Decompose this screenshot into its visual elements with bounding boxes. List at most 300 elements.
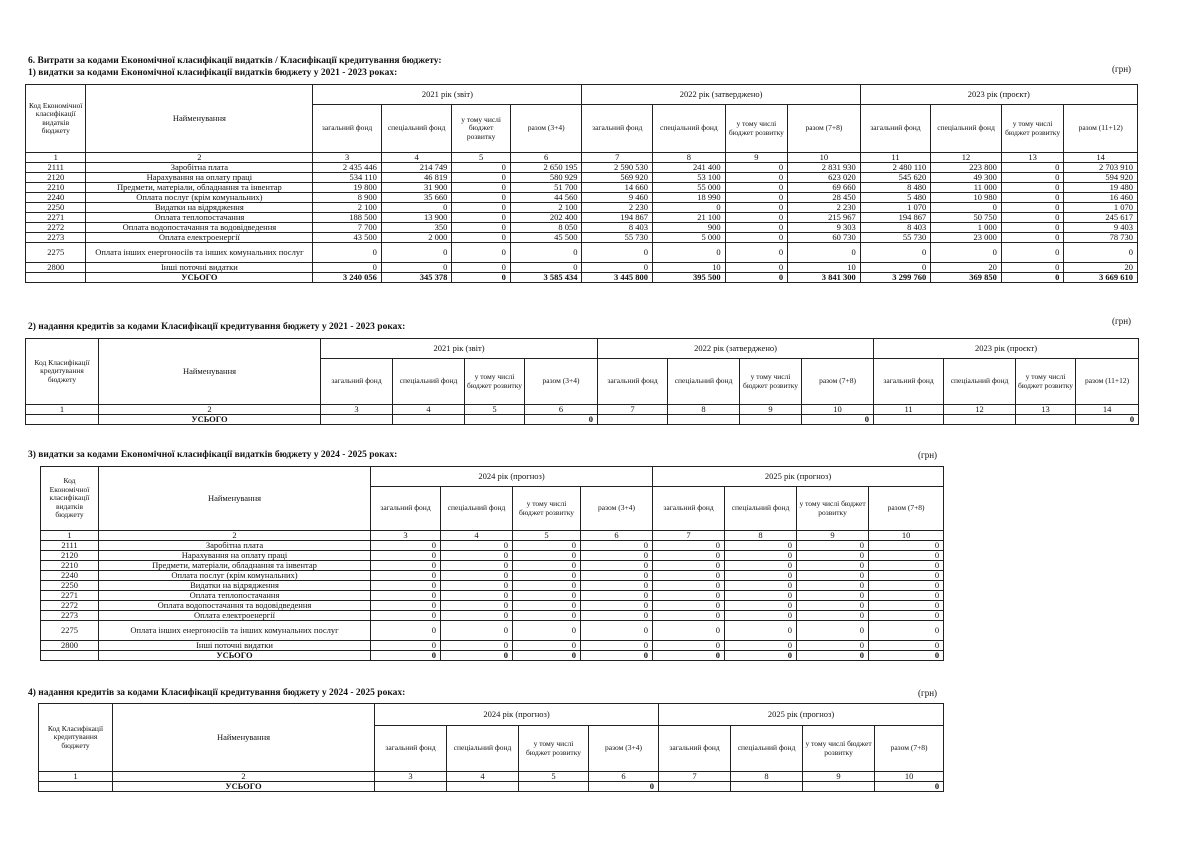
column-header: разом (3+4) bbox=[510, 105, 582, 153]
column-header: загальний фонд bbox=[375, 726, 447, 772]
row-value: 0 bbox=[581, 541, 653, 551]
row-value: 0 bbox=[725, 641, 797, 651]
row-name: Предмети, матеріали, обладнання та інвентар bbox=[99, 561, 371, 571]
table4-code-header: Код Класифікації кредитування бюджету bbox=[39, 704, 113, 772]
total-value bbox=[447, 782, 519, 792]
column-header: спеціальний фонд bbox=[393, 359, 465, 405]
row-value: 2 230 bbox=[582, 203, 653, 213]
column-index: 10 bbox=[788, 153, 861, 163]
row-value: 0 bbox=[653, 571, 725, 581]
column-index: 3 bbox=[371, 531, 441, 541]
row-value: 0 bbox=[725, 163, 788, 173]
row-value: 9 460 bbox=[582, 193, 653, 203]
row-code: 2273 bbox=[26, 233, 86, 243]
total-label: УСЬОГО bbox=[99, 651, 371, 661]
table-row bbox=[41, 611, 944, 621]
row-name: Інші поточні видатки bbox=[86, 263, 313, 273]
row-value: 0 bbox=[371, 621, 441, 641]
row-value: 0 bbox=[931, 203, 1002, 213]
column-index: 8 bbox=[653, 153, 726, 163]
table2-year2-header: 2022 рік (затверджено) bbox=[598, 339, 874, 359]
column-index: 4 bbox=[393, 405, 465, 415]
row-value: 0 bbox=[869, 641, 944, 651]
row-value: 5 000 bbox=[653, 233, 726, 243]
table-row bbox=[26, 243, 1138, 263]
row-value: 223 800 bbox=[931, 163, 1002, 173]
column-header: разом (3+4) bbox=[525, 359, 598, 405]
row-value: 0 bbox=[1001, 203, 1064, 213]
table-row bbox=[26, 183, 1138, 193]
row-value: 0 bbox=[441, 551, 513, 561]
row-value: 0 bbox=[869, 571, 944, 581]
row-code: 2240 bbox=[41, 571, 99, 581]
column-index: 3 bbox=[313, 153, 382, 163]
row-value: 0 bbox=[869, 601, 944, 611]
total-value bbox=[39, 782, 113, 792]
total-value bbox=[465, 415, 525, 425]
row-code: 2272 bbox=[41, 601, 99, 611]
row-value: 0 bbox=[1001, 233, 1064, 243]
row-value: 0 bbox=[452, 183, 510, 193]
row-value: 16 460 bbox=[1064, 193, 1138, 203]
row-value: 46 819 bbox=[381, 173, 452, 183]
row-name: Оплата теплопостачання bbox=[86, 213, 313, 223]
row-code: 2111 bbox=[41, 541, 99, 551]
table3-name-header: Найменування bbox=[99, 467, 371, 531]
column-header: разом (11+12) bbox=[1076, 359, 1139, 405]
row-value: 20 bbox=[931, 263, 1002, 273]
column-header: спеціальний фонд bbox=[447, 726, 519, 772]
table4-name-header: Найменування bbox=[113, 704, 375, 772]
row-code: 2272 bbox=[26, 223, 86, 233]
row-value: 188 500 bbox=[313, 213, 382, 223]
table1 bbox=[25, 84, 1138, 283]
column-header: у тому числі бюджет розвитку bbox=[1001, 105, 1064, 153]
table3-year2-header: 2025 рік (прогноз) bbox=[653, 467, 944, 487]
row-value: 10 bbox=[653, 263, 726, 273]
row-code: 2120 bbox=[26, 173, 86, 183]
row-value: 2 100 bbox=[313, 203, 382, 213]
total-value bbox=[944, 415, 1016, 425]
row-value: 0 bbox=[313, 243, 382, 263]
total-value bbox=[659, 782, 731, 792]
row-value: 215 967 bbox=[788, 213, 861, 223]
row-value: 0 bbox=[1001, 183, 1064, 193]
column-index: 6 bbox=[581, 531, 653, 541]
row-name: Оплата електроенергії bbox=[99, 611, 371, 621]
row-value: 0 bbox=[581, 621, 653, 641]
row-value: 0 bbox=[725, 611, 797, 621]
column-index-row bbox=[39, 772, 944, 782]
total-row bbox=[41, 651, 944, 661]
row-code: 2273 bbox=[41, 611, 99, 621]
row-value: 20 bbox=[1064, 263, 1138, 273]
row-code: 2271 bbox=[26, 213, 86, 223]
row-value: 0 bbox=[452, 263, 510, 273]
row-name: Нарахування на оплату праці bbox=[86, 173, 313, 183]
total-value bbox=[598, 415, 668, 425]
total-value: 0 bbox=[1001, 273, 1064, 283]
row-value: 2 480 110 bbox=[860, 163, 931, 173]
column-header: загальний фонд bbox=[860, 105, 931, 153]
row-value: 0 bbox=[725, 581, 797, 591]
row-value: 0 bbox=[513, 601, 581, 611]
row-value: 1 070 bbox=[860, 203, 931, 213]
column-index: 13 bbox=[1016, 405, 1076, 415]
column-header: разом (7+8) bbox=[788, 105, 861, 153]
row-value: 8 480 bbox=[860, 183, 931, 193]
total-value: 0 bbox=[441, 651, 513, 661]
table-row bbox=[26, 233, 1138, 243]
row-value: 0 bbox=[581, 601, 653, 611]
row-value: 214 749 bbox=[381, 163, 452, 173]
row-value: 0 bbox=[513, 591, 581, 601]
row-value: 0 bbox=[513, 611, 581, 621]
row-value: 0 bbox=[725, 571, 797, 581]
row-value: 0 bbox=[510, 243, 582, 263]
row-value: 0 bbox=[581, 551, 653, 561]
row-value: 8 050 bbox=[510, 223, 582, 233]
row-value: 8 403 bbox=[582, 223, 653, 233]
row-value: 5 480 bbox=[860, 193, 931, 203]
row-value: 194 867 bbox=[582, 213, 653, 223]
total-value: 0 bbox=[513, 651, 581, 661]
total-label: УСЬОГО bbox=[86, 273, 313, 283]
total-value bbox=[803, 782, 875, 792]
row-value: 2 000 bbox=[381, 233, 452, 243]
row-value: 10 980 bbox=[931, 193, 1002, 203]
column-header: у тому числі бюджет розвитку bbox=[740, 359, 802, 405]
total-value: 0 bbox=[725, 651, 797, 661]
table-row bbox=[26, 223, 1138, 233]
total-value: 3 585 434 bbox=[510, 273, 582, 283]
column-header: разом (3+4) bbox=[589, 726, 659, 772]
row-value: 0 bbox=[1001, 163, 1064, 173]
row-value: 0 bbox=[371, 571, 441, 581]
column-header: у тому числі бюджет розвитку bbox=[797, 487, 869, 531]
table-row bbox=[41, 571, 944, 581]
column-index: 7 bbox=[598, 405, 668, 415]
row-value: 0 bbox=[513, 541, 581, 551]
column-header: спеціальний фонд bbox=[441, 487, 513, 531]
row-value: 0 bbox=[725, 193, 788, 203]
total-value bbox=[393, 415, 465, 425]
table1-name-header: Найменування bbox=[86, 85, 313, 153]
row-value: 2 650 195 bbox=[510, 163, 582, 173]
column-index: 7 bbox=[653, 531, 725, 541]
table1-year1-header: 2021 рік (звіт) bbox=[313, 85, 582, 105]
row-value: 23 000 bbox=[931, 233, 1002, 243]
row-value: 0 bbox=[725, 223, 788, 233]
row-value: 0 bbox=[371, 601, 441, 611]
total-value bbox=[41, 651, 99, 661]
row-value: 11 000 bbox=[931, 183, 1002, 193]
row-code: 2275 bbox=[41, 621, 99, 641]
row-name: Оплата водопостачання та водовідведення bbox=[86, 223, 313, 233]
table-row bbox=[41, 551, 944, 561]
row-value: 10 bbox=[788, 263, 861, 273]
row-value: 0 bbox=[725, 601, 797, 611]
row-value: 0 bbox=[513, 551, 581, 561]
row-value: 0 bbox=[1001, 193, 1064, 203]
table1-year3-header: 2023 рік (проєкт) bbox=[860, 85, 1137, 105]
column-header: спеціальний фонд bbox=[381, 105, 452, 153]
table-row bbox=[41, 591, 944, 601]
table2 bbox=[25, 338, 1139, 425]
row-value: 0 bbox=[1001, 223, 1064, 233]
row-value: 0 bbox=[869, 541, 944, 551]
row-value: 202 400 bbox=[510, 213, 582, 223]
row-code: 2210 bbox=[26, 183, 86, 193]
total-value bbox=[731, 782, 803, 792]
column-index: 2 bbox=[99, 531, 371, 541]
row-value: 78 730 bbox=[1064, 233, 1138, 243]
row-value: 194 867 bbox=[860, 213, 931, 223]
row-value: 55 000 bbox=[653, 183, 726, 193]
row-value: 0 bbox=[869, 591, 944, 601]
table2-year1-header: 2021 рік (звіт) bbox=[321, 339, 598, 359]
row-value: 0 bbox=[725, 263, 788, 273]
total-value: 0 bbox=[589, 782, 659, 792]
row-value: 0 bbox=[581, 581, 653, 591]
total-value: 0 bbox=[581, 651, 653, 661]
column-index: 8 bbox=[668, 405, 740, 415]
row-value: 0 bbox=[797, 591, 869, 601]
row-value: 0 bbox=[931, 243, 1002, 263]
table4-year1-header: 2024 рік (прогноз) bbox=[375, 704, 659, 726]
row-value: 900 bbox=[653, 223, 726, 233]
total-value: 0 bbox=[452, 273, 510, 283]
row-value: 0 bbox=[513, 561, 581, 571]
total-value: 0 bbox=[869, 651, 944, 661]
total-value: 369 850 bbox=[931, 273, 1002, 283]
column-header: загальний фонд bbox=[598, 359, 668, 405]
row-value: 0 bbox=[869, 621, 944, 641]
total-value: 3 445 800 bbox=[582, 273, 653, 283]
total-value: 345 378 bbox=[381, 273, 452, 283]
row-value: 0 bbox=[581, 561, 653, 571]
column-header: разом (7+8) bbox=[802, 359, 874, 405]
row-value: 0 bbox=[860, 243, 931, 263]
total-row bbox=[39, 782, 944, 792]
total-value: 0 bbox=[653, 651, 725, 661]
row-value: 0 bbox=[581, 611, 653, 621]
row-value: 0 bbox=[441, 541, 513, 551]
row-value: 0 bbox=[1001, 243, 1064, 263]
row-value: 2 831 930 bbox=[788, 163, 861, 173]
table1-code-header: Код Економічної класифікації видатків бюджету bbox=[26, 85, 86, 153]
row-code: 2271 bbox=[41, 591, 99, 601]
column-index: 3 bbox=[321, 405, 393, 415]
column-index: 2 bbox=[86, 153, 313, 163]
row-value: 1 000 bbox=[931, 223, 1002, 233]
total-value bbox=[874, 415, 944, 425]
row-value: 0 bbox=[452, 193, 510, 203]
row-value: 0 bbox=[653, 541, 725, 551]
column-index: 4 bbox=[441, 531, 513, 541]
column-header: у тому числі бюджет розвитку bbox=[725, 105, 788, 153]
column-index: 10 bbox=[875, 772, 944, 782]
column-index: 8 bbox=[731, 772, 803, 782]
row-value: 43 500 bbox=[313, 233, 382, 243]
row-code: 2210 bbox=[41, 561, 99, 571]
total-value bbox=[519, 782, 589, 792]
row-value: 0 bbox=[797, 541, 869, 551]
row-value: 0 bbox=[371, 611, 441, 621]
row-value: 1 070 bbox=[1064, 203, 1138, 213]
total-value: 395 500 bbox=[653, 273, 726, 283]
column-header: спеціальний фонд bbox=[931, 105, 1002, 153]
row-value: 0 bbox=[371, 581, 441, 591]
table3 bbox=[40, 466, 944, 661]
column-index: 1 bbox=[39, 772, 113, 782]
row-name: Оплата інших енергоносіїв та інших комунальних послуг bbox=[86, 243, 313, 263]
column-header: разом (11+12) bbox=[1064, 105, 1138, 153]
row-value: 0 bbox=[441, 561, 513, 571]
row-value: 7 700 bbox=[313, 223, 382, 233]
row-value: 0 bbox=[653, 551, 725, 561]
row-value: 0 bbox=[452, 233, 510, 243]
row-code: 2250 bbox=[41, 581, 99, 591]
column-index: 1 bbox=[26, 153, 86, 163]
row-value: 0 bbox=[725, 561, 797, 571]
row-value: 0 bbox=[441, 621, 513, 641]
column-index: 12 bbox=[944, 405, 1016, 415]
row-value: 0 bbox=[371, 591, 441, 601]
row-value: 0 bbox=[441, 581, 513, 591]
row-value: 2 435 446 bbox=[313, 163, 382, 173]
row-value: 35 660 bbox=[381, 193, 452, 203]
row-value: 0 bbox=[582, 263, 653, 273]
column-index: 5 bbox=[465, 405, 525, 415]
total-value bbox=[1016, 415, 1076, 425]
column-header: спеціальний фонд bbox=[731, 726, 803, 772]
column-header: загальний фонд bbox=[582, 105, 653, 153]
row-value: 0 bbox=[513, 641, 581, 651]
table2-code-header: Код Класифікації кредитування бюджету bbox=[26, 339, 99, 405]
row-value: 2 590 530 bbox=[582, 163, 653, 173]
column-header: у тому числі бюджет розвитку bbox=[1016, 359, 1076, 405]
row-value: 0 bbox=[441, 601, 513, 611]
row-value: 2 703 910 bbox=[1064, 163, 1138, 173]
column-header: спеціальний фонд bbox=[725, 487, 797, 531]
total-value: 0 bbox=[802, 415, 874, 425]
row-value: 0 bbox=[371, 551, 441, 561]
column-header: загальний фонд bbox=[874, 359, 944, 405]
column-header: загальний фонд bbox=[321, 359, 393, 405]
total-value: 3 669 610 bbox=[1064, 273, 1138, 283]
row-value: 0 bbox=[441, 611, 513, 621]
row-value: 0 bbox=[869, 561, 944, 571]
table4 bbox=[38, 703, 944, 792]
row-value: 0 bbox=[725, 243, 788, 263]
column-index: 8 bbox=[725, 531, 797, 541]
column-header: у тому числі бюджет розвитку bbox=[465, 359, 525, 405]
row-value: 0 bbox=[869, 611, 944, 621]
table-row bbox=[26, 173, 1138, 183]
row-code: 2275 bbox=[26, 243, 86, 263]
column-index: 7 bbox=[582, 153, 653, 163]
table2-year3-header: 2023 рік (проєкт) bbox=[874, 339, 1139, 359]
total-value: 0 bbox=[525, 415, 598, 425]
total-value bbox=[740, 415, 802, 425]
row-value: 0 bbox=[725, 203, 788, 213]
row-code: 2800 bbox=[26, 263, 86, 273]
row-value: 0 bbox=[653, 601, 725, 611]
row-value: 0 bbox=[381, 203, 452, 213]
row-name: Нарахування на оплату праці bbox=[99, 551, 371, 561]
row-value: 594 920 bbox=[1064, 173, 1138, 183]
row-value: 0 bbox=[513, 581, 581, 591]
table4-year2-header: 2025 рік (прогноз) bbox=[659, 704, 944, 726]
row-value: 8 403 bbox=[860, 223, 931, 233]
row-value: 9 403 bbox=[1064, 223, 1138, 233]
table-row bbox=[41, 601, 944, 611]
row-value: 0 bbox=[725, 173, 788, 183]
row-value: 0 bbox=[371, 561, 441, 571]
row-value: 534 110 bbox=[313, 173, 382, 183]
table-row bbox=[41, 621, 944, 641]
row-value: 69 660 bbox=[788, 183, 861, 193]
table-row bbox=[41, 541, 944, 551]
total-value: 0 bbox=[797, 651, 869, 661]
row-value: 0 bbox=[788, 243, 861, 263]
row-value: 13 900 bbox=[381, 213, 452, 223]
row-value: 0 bbox=[653, 611, 725, 621]
column-index: 9 bbox=[725, 153, 788, 163]
row-name: Оплата електроенергії bbox=[86, 233, 313, 243]
total-value bbox=[26, 273, 86, 283]
row-value: 0 bbox=[725, 541, 797, 551]
row-value: 0 bbox=[725, 213, 788, 223]
row-value: 580 929 bbox=[510, 173, 582, 183]
column-header: у тому числі бюджет розвитку bbox=[452, 105, 510, 153]
row-name: Видатки на відрядження bbox=[86, 203, 313, 213]
row-code: 2111 bbox=[26, 163, 86, 173]
column-index: 9 bbox=[797, 531, 869, 541]
table3-title: 3) видатки за кодами Економічної класифікації видатків бюджету у 2024 - 2025 роках: bbox=[28, 450, 398, 460]
row-value: 0 bbox=[1064, 243, 1138, 263]
row-value: 0 bbox=[452, 213, 510, 223]
row-value: 0 bbox=[725, 233, 788, 243]
column-index: 5 bbox=[513, 531, 581, 541]
column-index: 9 bbox=[740, 405, 802, 415]
column-header: загальний фонд bbox=[653, 487, 725, 531]
column-index: 10 bbox=[802, 405, 874, 415]
column-index: 11 bbox=[874, 405, 944, 415]
row-name: Інші поточні видатки bbox=[99, 641, 371, 651]
row-value: 241 400 bbox=[653, 163, 726, 173]
row-value: 0 bbox=[452, 173, 510, 183]
table2-title: 2) надання кредитів за кодами Класифікації кредитування бюджету у 2021 - 2023 роках: bbox=[28, 322, 406, 332]
row-value: 0 bbox=[653, 621, 725, 641]
row-value: 0 bbox=[452, 163, 510, 173]
row-value: 0 bbox=[1001, 263, 1064, 273]
row-value: 0 bbox=[797, 581, 869, 591]
row-value: 19 800 bbox=[313, 183, 382, 193]
column-header: спеціальний фонд bbox=[668, 359, 740, 405]
table2-unit: (грн) bbox=[1112, 316, 1132, 326]
row-name: Заробітна плата bbox=[86, 163, 313, 173]
row-value: 0 bbox=[653, 641, 725, 651]
row-value: 623 020 bbox=[788, 173, 861, 183]
table3-code-header: Код Економічної класифікації видатків бюджету bbox=[41, 467, 99, 531]
row-value: 0 bbox=[441, 641, 513, 651]
table-row bbox=[26, 193, 1138, 203]
column-header: спеціальний фонд bbox=[944, 359, 1016, 405]
column-index: 1 bbox=[41, 531, 99, 541]
row-value: 0 bbox=[381, 263, 452, 273]
